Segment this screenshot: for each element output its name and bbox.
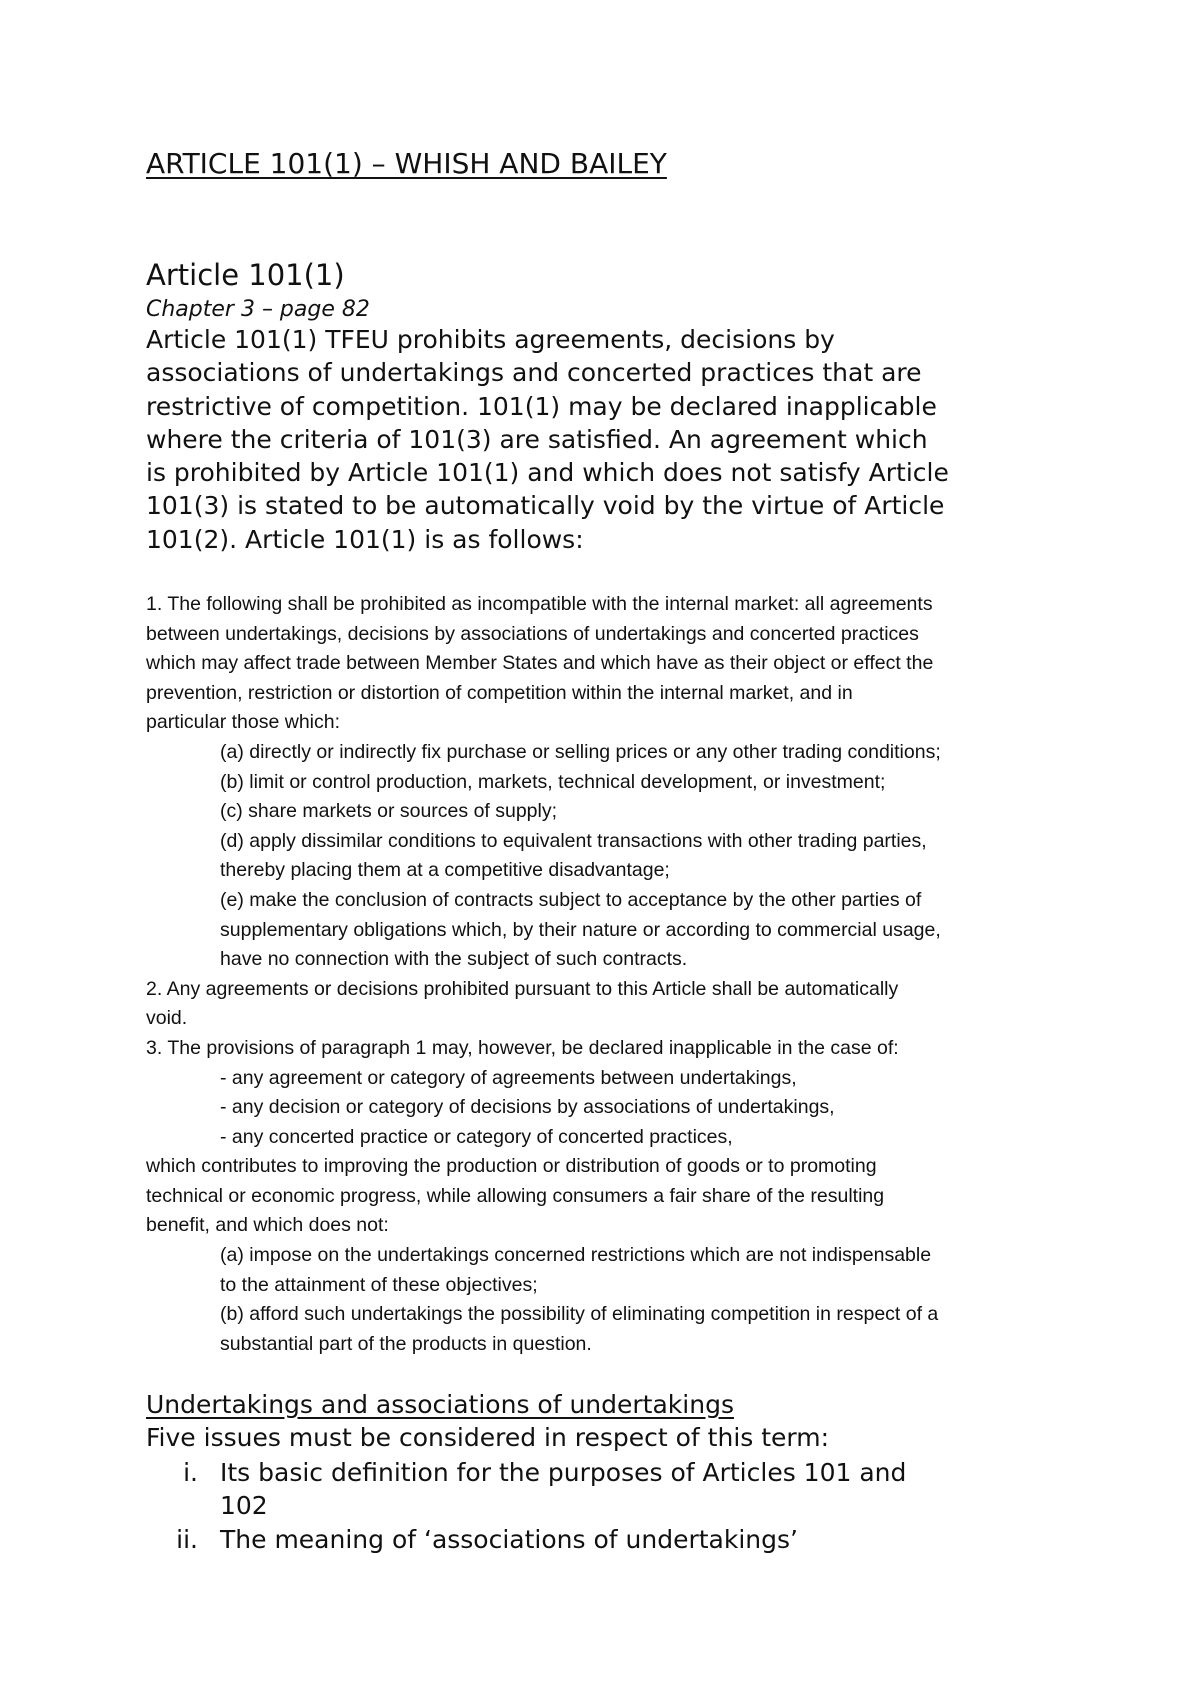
list-item — [146, 1523, 1086, 1556]
issues-list — [146, 1456, 1086, 1556]
quote-dash-item: - any decision or category of decisions by associations of undertakings, — [220, 1096, 835, 1119]
section-heading: Article 101(1) — [146, 258, 345, 292]
document-title: ARTICLE 101(1) – WHISH AND BAILEY — [146, 147, 667, 180]
list-item-line: The meaning of ‘associations of undertakings’ — [220, 1524, 798, 1554]
list-item-text — [220, 1523, 1086, 1556]
quote-line: benefit, and which does not: — [146, 1214, 389, 1237]
quote-line: which contributes to improving the production or distribution of goods or to promoting — [146, 1155, 877, 1178]
list-item-number: ii. — [176, 1524, 198, 1554]
quote-dash-item: - any concerted practice or category of concerted practices, — [220, 1125, 733, 1148]
quote-subitem: (b) limit or control production, markets, technical development, or investment; — [220, 770, 886, 793]
quote-line: 3. The provisions of paragraph 1 may, however, be declared inapplicable in the case of: — [146, 1036, 899, 1059]
quote-line: prevention, restriction or distortion of competition within the internal market, and in — [146, 681, 853, 704]
list-item-number: i. — [183, 1458, 198, 1487]
list-item — [146, 1456, 1086, 1523]
quote-line: 1. The following shall be prohibited as incompatible with the internal market: all agreements — [146, 593, 933, 615]
quote-line: particular those which: — [146, 711, 341, 734]
quote-line: void. — [146, 1007, 188, 1030]
quote-subitem: (e) make the conclusion of contracts subject to acceptance by the other parties of — [220, 888, 922, 911]
list-item-line: Its basic definition for the purposes of Articles 101 and — [220, 1458, 907, 1487]
quote-subitem: (c) share markets or sources of supply; — [220, 800, 558, 823]
quote-subitem: have no connection with the subject of such contracts. — [220, 948, 688, 971]
list-item-text — [220, 1456, 1086, 1523]
quote-line: which may affect trade between Member States and which have as their object or effect the — [146, 652, 934, 675]
intro-line: associations of undertakings and concerted practices that are — [146, 358, 922, 388]
quote-subitem: (a) impose on the undertakings concerned restrictions which are not indispensable — [220, 1244, 932, 1267]
quote-subitem: (d) apply dissimilar conditions to equivalent transactions with other trading parties, — [220, 829, 927, 852]
intro-line: restrictive of competition. 101(1) may be declared inapplicable — [146, 391, 937, 421]
intro-line: is prohibited by Article 101(1) and which does not satisfy Article — [146, 458, 949, 488]
quote-line: technical or economic progress, while allowing consumers a fair share of the resulting — [146, 1184, 885, 1207]
list-item-line: 102 — [220, 1491, 268, 1521]
subsection-intro: Five issues must be considered in respect of this term: — [146, 1423, 830, 1452]
intro-paragraph — [146, 323, 1086, 556]
chapter-reference: Chapter 3 – page 82 — [146, 297, 370, 322]
quote-line: 2. Any agreements or decisions prohibited pursuant to this Article shall be automatically — [146, 977, 899, 1000]
quote-subitem: to the attainment of these objectives; — [220, 1273, 538, 1296]
intro-line: 101(3) is stated to be automatically void by the virtue of Article — [146, 491, 945, 521]
intro-line: where the criteria of 101(3) are satisfied. An agreement which — [146, 424, 928, 454]
intro-line: 101(2). Article 101(1) is as follows: — [146, 524, 584, 554]
intro-line: Article 101(1) TFEU prohibits agreements, decisions by — [146, 325, 835, 354]
quote-subitem: substantial part of the products in question. — [220, 1332, 592, 1355]
quote-dash-item: - any agreement or category of agreements between undertakings, — [220, 1066, 797, 1089]
quote-subitem: (b) afford such undertakings the possibility of eliminating competition in respect of a — [220, 1303, 939, 1326]
quote-line: between undertakings, decisions by associations of undertakings and concerted practices — [146, 622, 919, 645]
quote-subitem: (a) directly or indirectly fix purchase or selling prices or any other trading conditions; — [220, 740, 941, 763]
article-quote — [146, 590, 1086, 1359]
quote-subitem: thereby placing them at a competitive disadvantage; — [220, 859, 670, 882]
subsection-heading: Undertakings and associations of undertakings — [146, 1390, 734, 1419]
quote-subitem: supplementary obligations which, by their nature or according to commercial usage, — [220, 918, 941, 941]
